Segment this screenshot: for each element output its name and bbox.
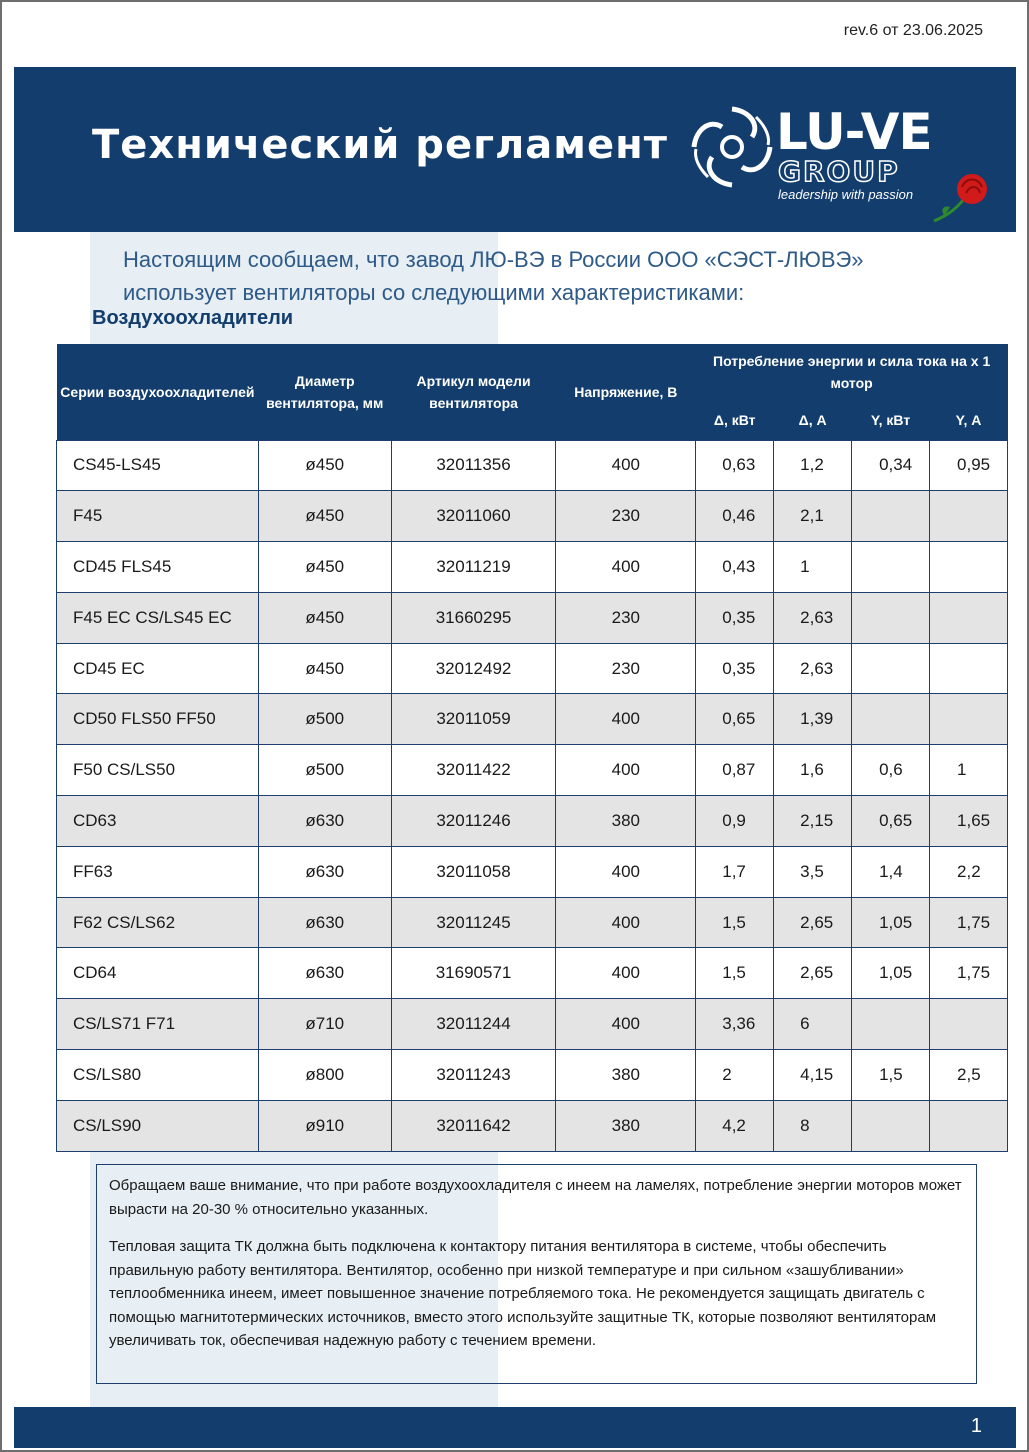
cell-y-a: 2,5 <box>930 1050 1008 1101</box>
cell-y-kw <box>852 491 930 542</box>
cell-article: 32011059 <box>391 694 556 745</box>
fan-logo-icon <box>690 105 774 189</box>
cell-delta-kw: 0,65 <box>696 694 774 745</box>
header-article: Артикул модели вентилятора <box>391 344 556 440</box>
cell-series: CD63 <box>57 796 259 847</box>
cell-article: 32011642 <box>391 1100 556 1151</box>
cell-y-kw <box>852 592 930 643</box>
cell-delta-kw: 3,36 <box>696 999 774 1050</box>
cell-y-kw: 0,34 <box>852 440 930 491</box>
cell-y-a <box>930 643 1008 694</box>
cell-y-a <box>930 1100 1008 1151</box>
intro-line-2: использует вентиляторы со следующими характеристиками: <box>123 280 745 305</box>
cell-diameter: ø630 <box>258 846 391 897</box>
table-row <box>57 643 1008 694</box>
cell-voltage: 400 <box>556 542 696 593</box>
cell-delta-a: 1,6 <box>774 745 852 796</box>
cell-diameter: ø500 <box>258 694 391 745</box>
cell-y-a: 2,2 <box>930 846 1008 897</box>
cell-series: F45 <box>57 491 259 542</box>
cell-y-kw: 1,05 <box>852 897 930 948</box>
logo-tagline: leadership with passion <box>778 187 914 202</box>
cell-article: 31690571 <box>391 948 556 999</box>
cell-delta-kw: 0,9 <box>696 796 774 847</box>
cell-series: CS/LS80 <box>57 1050 259 1101</box>
header-series: Серии воздухоохладителей <box>57 344 259 440</box>
cell-y-kw <box>852 643 930 694</box>
section-title: Воздухоохладители <box>92 307 294 329</box>
cell-y-kw: 1,5 <box>852 1050 930 1101</box>
table-row <box>57 897 1008 948</box>
header-delta-a: Δ, А <box>774 400 852 440</box>
lu-ve-logo <box>690 103 990 223</box>
cell-y-kw: 0,65 <box>852 796 930 847</box>
cell-series: CS/LS90 <box>57 1100 259 1151</box>
cell-diameter: ø800 <box>258 1050 391 1101</box>
cell-voltage: 380 <box>556 1050 696 1101</box>
cell-voltage: 400 <box>556 694 696 745</box>
cell-delta-a: 2,65 <box>774 897 852 948</box>
cell-voltage: 380 <box>556 1100 696 1151</box>
cell-delta-a: 6 <box>774 999 852 1050</box>
cell-voltage: 380 <box>556 796 696 847</box>
cell-series: F50 CS/LS50 <box>57 745 259 796</box>
cell-y-kw: 0,6 <box>852 745 930 796</box>
cell-delta-a: 1 <box>774 542 852 593</box>
note-paragraph-frost: Обращаем ваше внимание, что при работе воздухоохладителя с инеем на ламелях, потребление энергии моторов может вырасти на 20-30 % относительно указанных. <box>109 1177 962 1218</box>
cell-y-a: 1 <box>930 745 1008 796</box>
cell-diameter: ø630 <box>258 796 391 847</box>
cell-article: 32011244 <box>391 999 556 1050</box>
page-title: Технический регламент <box>92 122 668 168</box>
cell-diameter: ø450 <box>258 643 391 694</box>
revision-date: rev.6 от 23.06.2025 <box>843 22 983 39</box>
cell-voltage: 230 <box>556 643 696 694</box>
cell-series: F45 EC CS/LS45 EC <box>57 592 259 643</box>
cell-article: 32011060 <box>391 491 556 542</box>
cell-delta-kw: 0,87 <box>696 745 774 796</box>
cell-y-kw: 1,05 <box>852 948 930 999</box>
cell-y-a <box>930 999 1008 1050</box>
table-row <box>57 745 1008 796</box>
table-row <box>57 1050 1008 1101</box>
table-body <box>57 440 1008 1151</box>
cell-delta-kw: 1,7 <box>696 846 774 897</box>
cell-delta-a: 1,39 <box>774 694 852 745</box>
cell-article: 32011243 <box>391 1050 556 1101</box>
cell-y-a: 1,75 <box>930 897 1008 948</box>
cell-y-a: 0,95 <box>930 440 1008 491</box>
cell-series: CD64 <box>57 948 259 999</box>
cell-delta-a: 3,5 <box>774 846 852 897</box>
header-band <box>14 67 1016 232</box>
page-number: 1 <box>970 1415 982 1437</box>
cell-series: FF63 <box>57 846 259 897</box>
table-row <box>57 948 1008 999</box>
header-voltage: Напряжение, В <box>556 344 696 440</box>
cell-diameter: ø450 <box>258 440 391 491</box>
cell-delta-a: 2,15 <box>774 796 852 847</box>
cell-diameter: ø630 <box>258 948 391 999</box>
cell-diameter: ø910 <box>258 1100 391 1151</box>
cell-y-a <box>930 491 1008 542</box>
cell-diameter: ø630 <box>258 897 391 948</box>
rose-icon <box>930 165 992 225</box>
fan-spec-table <box>56 344 1008 1152</box>
cell-delta-kw: 0,63 <box>696 440 774 491</box>
cell-delta-kw: 0,35 <box>696 592 774 643</box>
header-y-kw: Y, кВт <box>852 400 930 440</box>
intro-line-1: Настоящим сообщаем, что завод ЛЮ-ВЭ в России ООО «СЭСТ-ЛЮВЭ» <box>123 247 864 272</box>
cell-y-a <box>930 694 1008 745</box>
cell-y-kw: 1,4 <box>852 846 930 897</box>
cell-delta-kw: 0,35 <box>696 643 774 694</box>
cell-article: 32011422 <box>391 745 556 796</box>
cell-delta-kw: 0,46 <box>696 491 774 542</box>
table-row <box>57 796 1008 847</box>
cell-series: CS/LS71 F71 <box>57 999 259 1050</box>
cell-series: CD45 FLS45 <box>57 542 259 593</box>
cell-delta-kw: 2 <box>696 1050 774 1101</box>
cell-y-kw <box>852 1100 930 1151</box>
cell-article: 32011245 <box>391 897 556 948</box>
cell-y-kw <box>852 542 930 593</box>
cell-delta-a: 2,63 <box>774 643 852 694</box>
table-row <box>57 491 1008 542</box>
cell-y-a <box>930 542 1008 593</box>
header-y-a: Y, А <box>930 400 1008 440</box>
cell-diameter: ø450 <box>258 491 391 542</box>
cell-series: CD50 FLS50 FF50 <box>57 694 259 745</box>
cell-diameter: ø450 <box>258 592 391 643</box>
note-paragraph-protection: Тепловая защита ТК должна быть подключена к контактору питания вентилятора в системе, чтобы обеспечить правильную работу вентилятора. Вентилятор, особенно при низкой температуре и при сильном «зашубливании» теплообменника инеем, имеет повышенное значение потребляемого тока. Не рекомендуется защищать двигатель с помощью магнитотермических источников, вместо этого используйте защитные ТК, которые позволяют вентиляторам увеличивать ток, обеспечивая надежную работу с течением времени. <box>109 1238 937 1349</box>
cell-series: F62 CS/LS62 <box>57 897 259 948</box>
cell-voltage: 400 <box>556 440 696 491</box>
cell-y-kw <box>852 694 930 745</box>
cell-delta-kw: 1,5 <box>696 897 774 948</box>
cell-voltage: 400 <box>556 846 696 897</box>
cell-y-a <box>930 592 1008 643</box>
table-row <box>57 846 1008 897</box>
table-row <box>57 999 1008 1050</box>
header-consumption: Потребление энергии и сила тока на х 1 мотор <box>696 344 1008 400</box>
cell-delta-a: 1,2 <box>774 440 852 491</box>
cell-y-a: 1,75 <box>930 948 1008 999</box>
cell-voltage: 230 <box>556 491 696 542</box>
table-row <box>57 440 1008 491</box>
cell-diameter: ø500 <box>258 745 391 796</box>
cell-diameter: ø710 <box>258 999 391 1050</box>
cell-diameter: ø450 <box>258 542 391 593</box>
cell-article: 32011246 <box>391 796 556 847</box>
cell-y-kw <box>852 999 930 1050</box>
cell-article: 32011058 <box>391 846 556 897</box>
cell-delta-a: 2,63 <box>774 592 852 643</box>
table-row <box>57 542 1008 593</box>
notes-box <box>96 1164 977 1384</box>
cell-article: 32012492 <box>391 643 556 694</box>
logo-group: GROUP <box>778 155 900 188</box>
intro-text <box>123 243 864 309</box>
table-row <box>57 694 1008 745</box>
cell-delta-a: 2,65 <box>774 948 852 999</box>
cell-series: CS45-LS45 <box>57 440 259 491</box>
cell-article: 32011219 <box>391 542 556 593</box>
cell-delta-kw: 1,5 <box>696 948 774 999</box>
cell-delta-kw: 4,2 <box>696 1100 774 1151</box>
cell-delta-a: 4,15 <box>774 1050 852 1101</box>
header-diameter: Диаметр вентилятора, мм <box>258 344 391 440</box>
header-delta-kw: Δ, кВт <box>696 400 774 440</box>
cell-delta-a: 2,1 <box>774 491 852 542</box>
cell-voltage: 400 <box>556 897 696 948</box>
cell-voltage: 400 <box>556 745 696 796</box>
cell-article: 31660295 <box>391 592 556 643</box>
logo-name: LU-VE <box>776 103 932 161</box>
cell-delta-kw: 0,43 <box>696 542 774 593</box>
cell-delta-a: 8 <box>774 1100 852 1151</box>
cell-series: CD45 EC <box>57 643 259 694</box>
table-row <box>57 1100 1008 1151</box>
cell-voltage: 400 <box>556 948 696 999</box>
cell-voltage: 230 <box>556 592 696 643</box>
cell-voltage: 400 <box>556 999 696 1050</box>
cell-y-a: 1,65 <box>930 796 1008 847</box>
footer-band <box>14 1407 1016 1448</box>
cell-article: 32011356 <box>391 440 556 491</box>
table-row <box>57 592 1008 643</box>
